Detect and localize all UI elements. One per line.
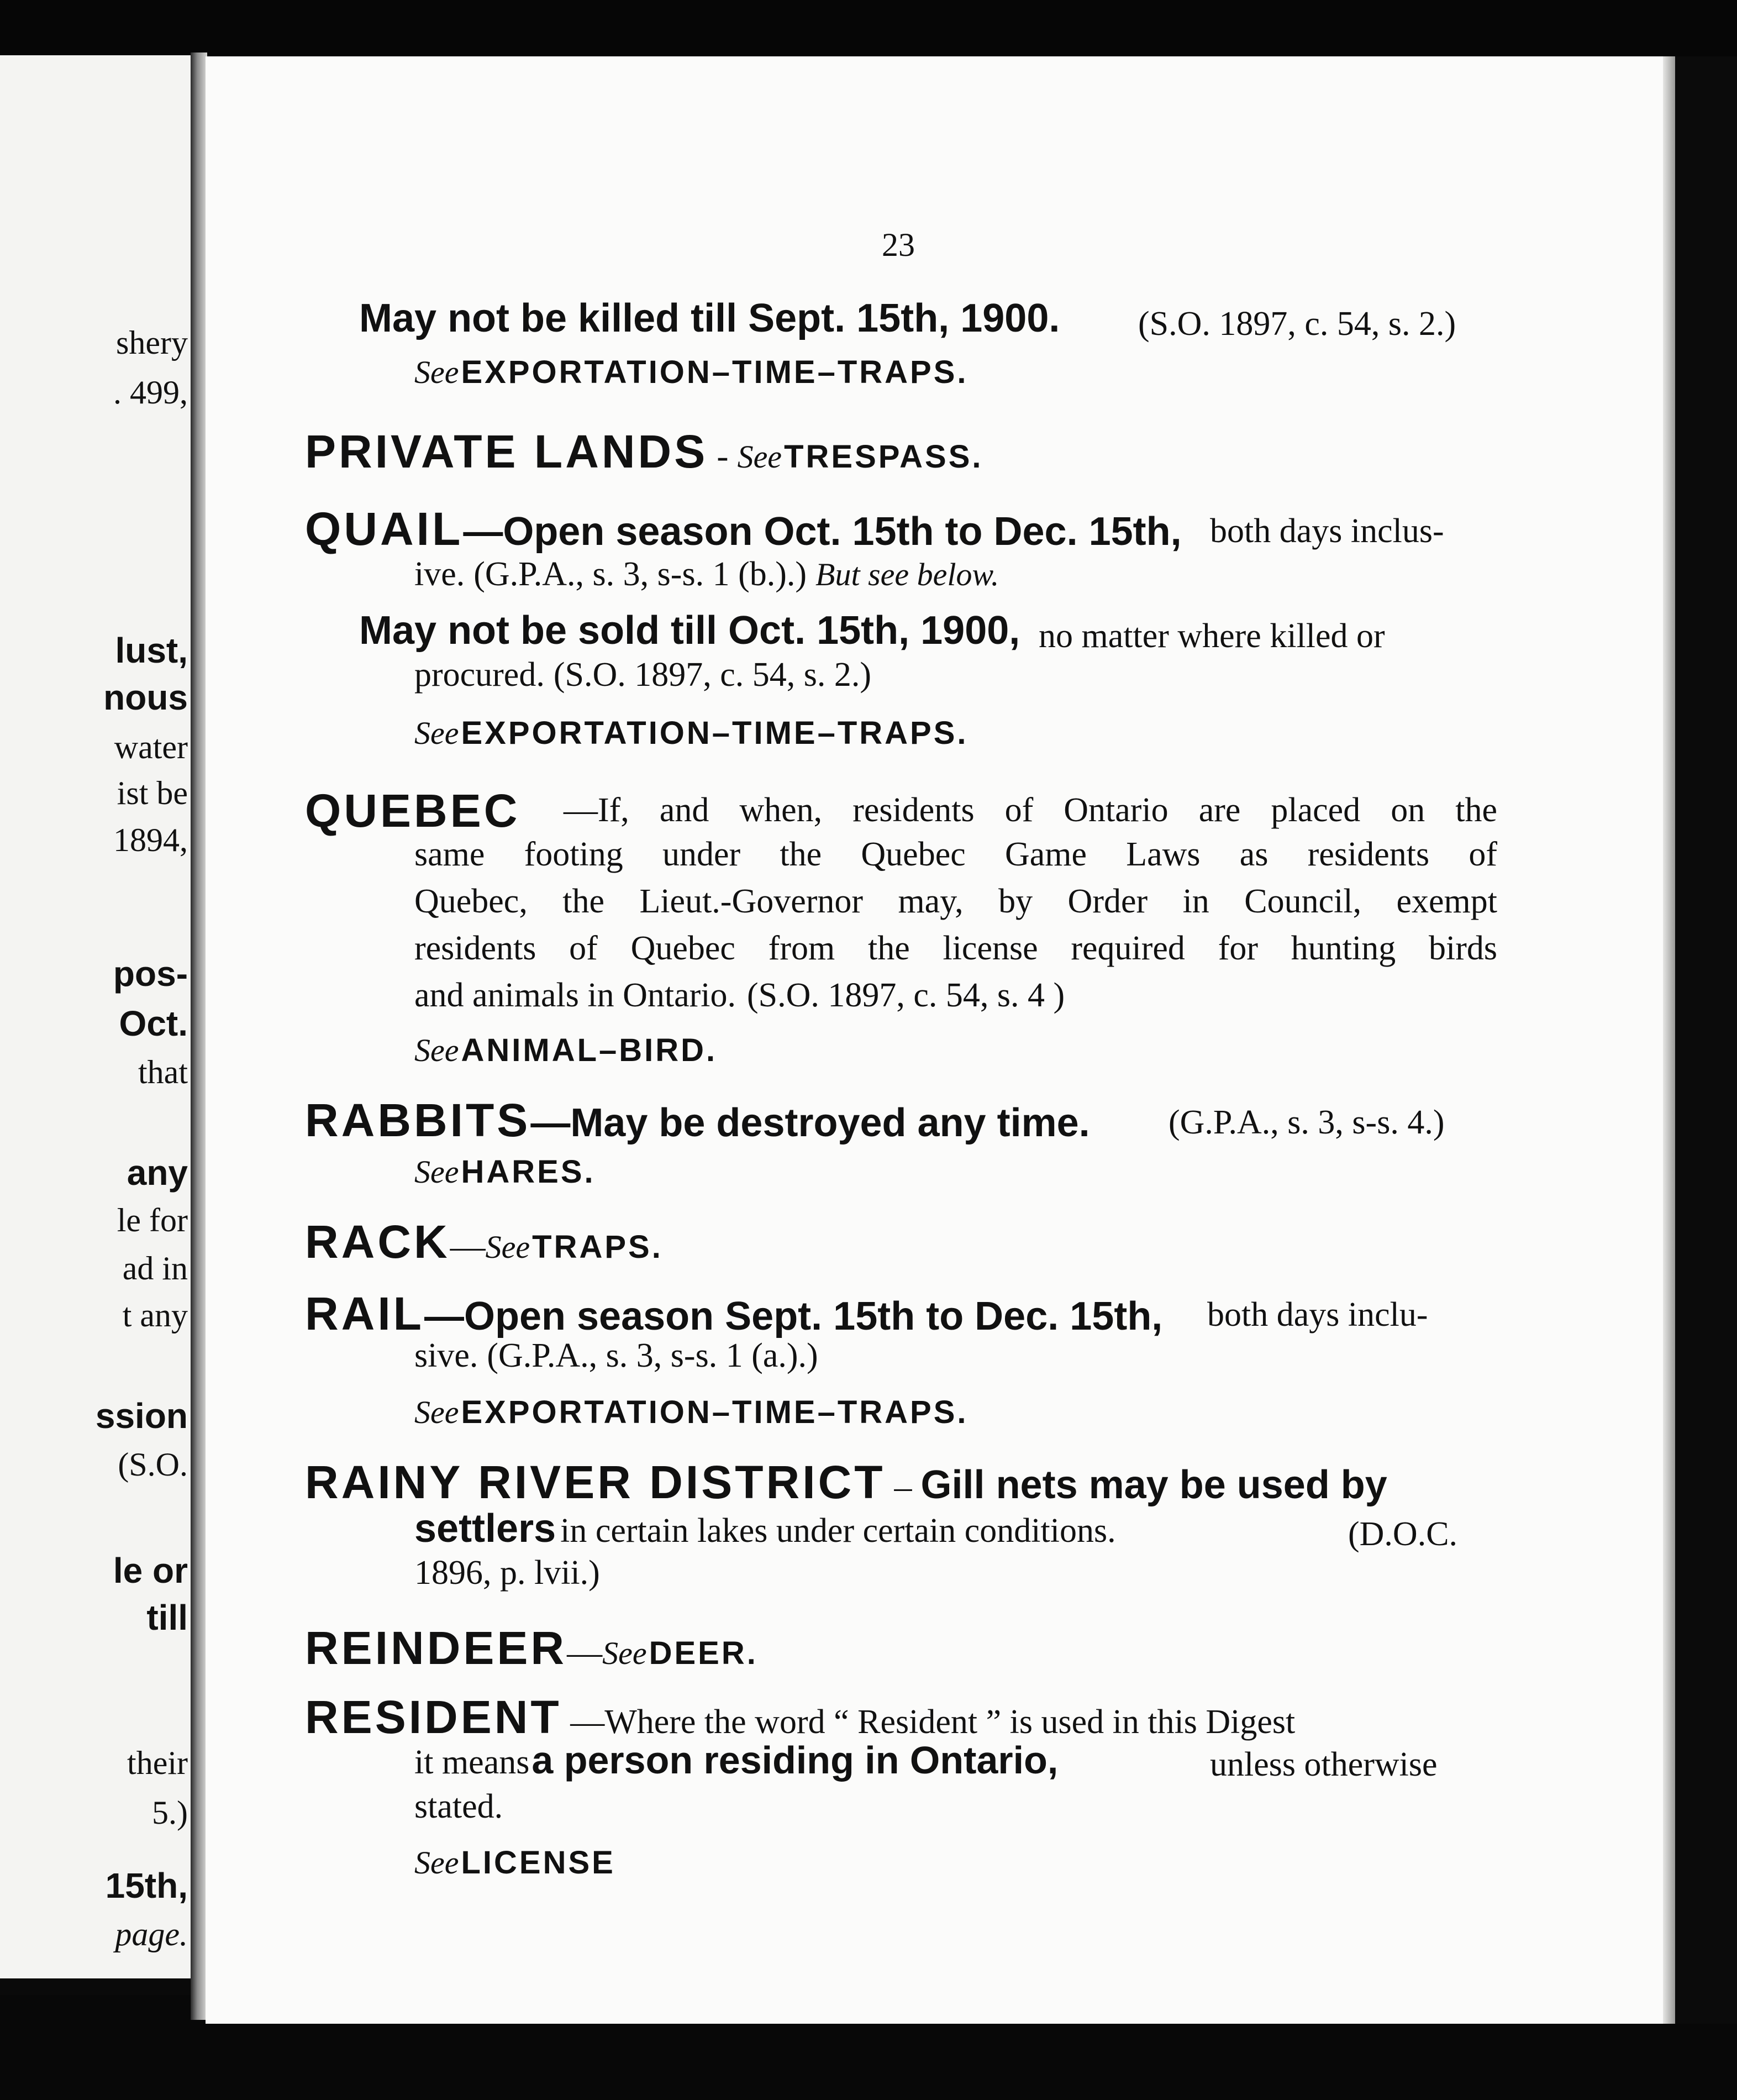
citation: (G.P.A., s. 3, s-s. 4.) bbox=[1168, 1104, 1445, 1141]
left-page-fragment: pos- bbox=[113, 954, 188, 994]
entry-resident bbox=[305, 1691, 1296, 1743]
left-page-fragment: ssion bbox=[95, 1396, 188, 1436]
cross-reference: LICENSE bbox=[461, 1845, 615, 1881]
entry-text-line bbox=[414, 658, 871, 692]
sub-entry-line bbox=[359, 608, 1020, 653]
entry-text-line bbox=[414, 1739, 1059, 1782]
scan-top-border bbox=[0, 0, 1737, 60]
left-page-fragment: ist be bbox=[117, 775, 188, 811]
citation: (D.O.C. bbox=[1348, 1515, 1458, 1553]
separator: - bbox=[708, 436, 738, 475]
left-page-fragment: 15th, bbox=[105, 1866, 188, 1905]
entry-heading: REINDEER bbox=[305, 1622, 567, 1674]
scan-right-border bbox=[1675, 56, 1737, 2024]
see-also-line bbox=[414, 1847, 615, 1879]
cross-reference: EXPORTATION–TIME–TRAPS. bbox=[461, 1394, 968, 1430]
entry-reindeer bbox=[305, 1622, 758, 1674]
entry-text: Quebec, the Lieut.-Governor may, by Order in Council, exempt bbox=[414, 883, 1497, 920]
entry-bold-text: a person residing in Ontario, bbox=[531, 1739, 1059, 1782]
entry-bold-text: —May be destroyed any time. bbox=[530, 1101, 1090, 1145]
entry-heading: QUEBEC bbox=[305, 785, 520, 837]
note: But see below. bbox=[815, 556, 999, 592]
see-also-line bbox=[414, 1156, 596, 1188]
left-page-fragment: le or bbox=[113, 1551, 188, 1590]
entry-quebec bbox=[305, 785, 520, 837]
left-page-fragment: nous bbox=[103, 678, 188, 717]
cross-reference: DEER. bbox=[649, 1635, 758, 1671]
entry-bold-text: —Open season Sept. 15th to Dec. 15th, bbox=[424, 1294, 1163, 1338]
entry-text: ive. bbox=[414, 555, 465, 593]
entry-text: procured. bbox=[414, 656, 545, 694]
left-page-fragment: that bbox=[138, 1054, 188, 1090]
cross-reference: HARES. bbox=[461, 1154, 596, 1190]
entry-bold-text: May not be sold till Oct. 15th, 1900, bbox=[359, 608, 1020, 653]
cross-reference: TRESPASS. bbox=[784, 439, 983, 475]
left-page-fragment: their bbox=[127, 1745, 188, 1781]
see-label: See bbox=[602, 1635, 647, 1671]
left-page-fragment: till bbox=[146, 1598, 188, 1637]
entry-rabbits bbox=[305, 1094, 1090, 1146]
left-page-fragment: . 499, bbox=[113, 374, 188, 411]
entry-text: same footing under the Quebec Game Laws as residents of bbox=[414, 836, 1497, 873]
left-page-fragment: any bbox=[127, 1153, 188, 1193]
separator: — bbox=[567, 1632, 603, 1672]
left-page-fragment: ad in bbox=[122, 1250, 188, 1287]
left-page-fragment: (S.O. bbox=[118, 1446, 188, 1483]
see-also-line bbox=[414, 717, 968, 749]
entry-private-lands bbox=[305, 428, 983, 475]
entry-bold-text: —Open season Oct. 15th to Dec. 15th, bbox=[463, 510, 1182, 554]
see-label: See bbox=[414, 1845, 459, 1881]
page-edge bbox=[1663, 56, 1675, 2024]
left-page-fragment: water bbox=[114, 729, 188, 765]
see-also-line bbox=[414, 356, 968, 389]
citation: (S.O. 1897, c. 54, s. 2.) bbox=[1138, 305, 1456, 343]
entry-text: unless otherwise bbox=[1210, 1746, 1438, 1783]
entry-text: in certain lakes under certain conditions. bbox=[560, 1512, 1116, 1550]
see-label: See bbox=[414, 715, 459, 751]
entry-text: —Where the word “ Resident ” is used in this Digest bbox=[561, 1703, 1296, 1741]
entry-text: no matter where killed or bbox=[1039, 617, 1385, 655]
continuation-bold-text: May not be killed till Sept. 15th, 1900. bbox=[359, 296, 1060, 340]
entry-heading: RESIDENT bbox=[305, 1691, 562, 1743]
citation: (G.P.A., s. 3, s-s. 1 (a.).) bbox=[487, 1337, 818, 1374]
entry-heading: PRIVATE LANDS bbox=[305, 426, 708, 477]
book-spine bbox=[191, 53, 207, 2020]
left-page-fragment: t any bbox=[122, 1297, 188, 1334]
left-page-fragment: Oct. bbox=[119, 1004, 188, 1043]
citation: (S.O. 1897, c. 54, s. 4 ) bbox=[746, 977, 1065, 1014]
entry-text: it means bbox=[414, 1744, 530, 1781]
see-label: See bbox=[414, 1032, 459, 1068]
cross-reference: EXPORTATION–TIME–TRAPS. bbox=[461, 354, 968, 390]
entry-rack bbox=[305, 1216, 663, 1268]
left-page-fragment: 5.) bbox=[152, 1794, 188, 1831]
entry-bold-text: Gill nets may be used by bbox=[920, 1463, 1387, 1507]
see-also-line bbox=[414, 1032, 718, 1068]
entry-text: stated. bbox=[414, 1788, 503, 1825]
see-label: See bbox=[414, 354, 459, 390]
entry-heading: RABBITS bbox=[305, 1094, 531, 1146]
entry-rail bbox=[305, 1288, 1163, 1340]
see-label: See bbox=[737, 439, 782, 475]
left-page bbox=[0, 55, 193, 1978]
separator: — bbox=[450, 1226, 486, 1266]
entry-heading: RAINY RIVER DISTRICT bbox=[305, 1456, 886, 1508]
entry-rainy-river-district bbox=[305, 1456, 1387, 1508]
cross-reference: ANIMAL–BIRD. bbox=[461, 1032, 718, 1068]
left-page-fragment: lust, bbox=[115, 631, 188, 670]
citation: (S.O. 1897, c. 54, s. 2.) bbox=[553, 656, 872, 694]
entry-continuation bbox=[359, 298, 1060, 338]
see-label: See bbox=[485, 1229, 530, 1265]
entry-text: both days inclu- bbox=[1207, 1296, 1428, 1334]
page-number: 23 bbox=[882, 227, 915, 263]
entry-text: and animals in Ontario. bbox=[414, 977, 736, 1014]
entry-bold-text: settlers bbox=[414, 1506, 556, 1551]
citation: (G.P.A., s. 3, s-s. 1 (b.).) bbox=[473, 555, 807, 593]
see-also-line bbox=[414, 1394, 968, 1430]
see-label: See bbox=[414, 1154, 459, 1190]
entry-text: 1896, p. lvii.) bbox=[414, 1554, 600, 1592]
separator: – bbox=[885, 1467, 921, 1506]
left-page-fragment: 1894, bbox=[113, 822, 188, 858]
entry-text: sive. bbox=[414, 1337, 478, 1374]
entry-text-line bbox=[414, 1506, 1116, 1551]
entry-text: both days inclus- bbox=[1210, 512, 1444, 550]
entry-heading: RAIL bbox=[305, 1288, 424, 1340]
left-page-fragment: shery bbox=[116, 324, 188, 361]
cross-reference: EXPORTATION–TIME–TRAPS. bbox=[461, 715, 968, 751]
see-label: See bbox=[414, 1394, 459, 1430]
entry-text-line bbox=[414, 978, 1065, 1012]
left-page-fragment: le for bbox=[117, 1202, 188, 1238]
left-page-fragment: page. bbox=[115, 1916, 188, 1952]
entry-text-line bbox=[414, 1338, 818, 1373]
entry-text: residents of Quebec from the license required for hunting birds bbox=[414, 930, 1497, 967]
cross-reference: TRAPS. bbox=[532, 1229, 663, 1265]
entry-heading: RACK bbox=[305, 1216, 450, 1268]
entry-text-line bbox=[414, 557, 999, 591]
entry-quail bbox=[305, 503, 1182, 555]
entry-heading: QUAIL bbox=[305, 503, 464, 555]
entry-text: —If, and when, residents of Ontario are placed on the bbox=[564, 791, 1497, 829]
